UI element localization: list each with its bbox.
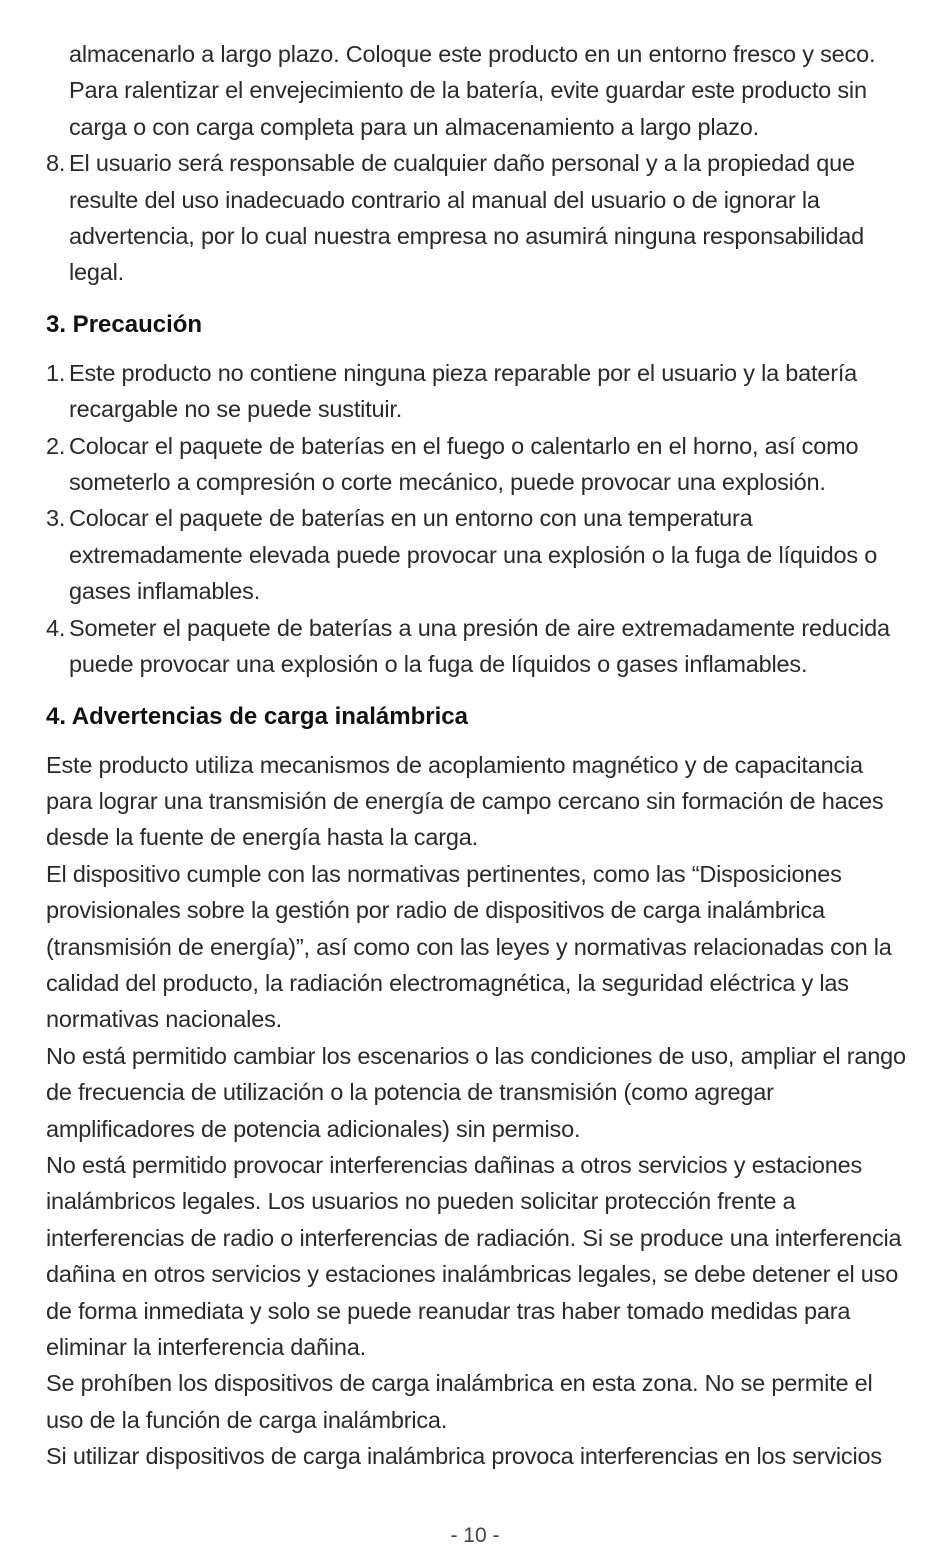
intro-continuation-text: almacenarlo a largo plazo. Coloque este producto en un entorno fresco y seco. Para ralentizar el envejecimiento de la batería, evite guardar este producto sin carga o con carga completa para un almacenamiento a largo plazo. <box>69 41 876 140</box>
list-item-text: Colocar el paquete de baterías en un entorno con una temperatura extremadamente elevada puede provocar una explosión o la fuga de líquidos o gases inflamables. <box>69 505 878 605</box>
list-item <box>46 500 906 609</box>
section-heading-precaucion: 3. Precaución <box>46 310 203 338</box>
list-item <box>46 428 906 501</box>
body-paragraph: No está permitido cambiar los escenarios o las condiciones de uso, ampliar el rango de frecuencia de utilización o la potencia de transmisión (como agregar amplificadores de potencia adicionales) sin permiso. <box>46 1042 906 1142</box>
list-item-text: Este producto no contiene ninguna pieza reparable por el usuario y la batería recargable no se puede sustituir. <box>69 359 858 423</box>
list-item-text: Someter el paquete de baterías a una presión de aire extremadamente reducida puede provocar una explosión o la fuga de líquidos o gases inflamables. <box>69 614 890 678</box>
section-heading-carga-inalambrica: 4. Advertencias de carga inalámbrica <box>46 702 468 730</box>
list-item <box>46 355 906 428</box>
body-paragraph: Este producto utiliza mecanismos de acoplamiento magnético y de capacitancia para lograr una transmisión de energía de campo cercano sin formación de haces desde la fuente de energía hasta la carga. <box>46 751 884 851</box>
list-number: 1. <box>46 359 66 386</box>
list-number: 4. <box>46 614 66 641</box>
document-page <box>46 36 906 1475</box>
list-number: 2. <box>46 432 66 459</box>
list-number: 3. <box>46 505 66 532</box>
list-item <box>46 610 906 683</box>
list-item-text: Colocar el paquete de baterías en el fuego o calentarlo en el horno, así como someterlo a compresión o corte mecánico, puede provocar una explosión. <box>69 432 859 496</box>
body-paragraph: Se prohíben los dispositivos de carga inalámbrica en esta zona. No se permite el uso de la función de carga inalámbrica. <box>46 1370 873 1433</box>
list-number: 8. <box>46 150 66 177</box>
body-paragraph: No está permitido provocar interferencias dañinas a otros servicios y estaciones inalámbricos legales. Los usuarios no pueden solicitar protección frente a interferencias de radio o interferencias de radiación. Si se produce una interferencia dañina en otros servicios y estaciones inalámbricas legales, se debe detener el uso de forma inmediata y solo se puede reanudar tras haber tomado medidas para eliminar la interferencia dañina. <box>46 1151 902 1360</box>
page-number: - 10 - <box>450 1524 500 1547</box>
list-item-8 <box>46 145 906 291</box>
list-item-text: El usuario será responsable de cualquier daño personal y a la propiedad que resulte del uso inadecuado contrario al manual del usuario o de ignorar la advertencia, por lo cual nuestra empresa no asumirá ninguna responsabilidad legal. <box>69 150 864 286</box>
body-paragraph: El dispositivo cumple con las normativas pertinentes, como las “Disposiciones provisionales sobre la gestión por radio de dispositivos de carga inalámbrica (transmisión de energía)”, así como con las leyes y normativas relacionadas con la calidad del producto, la radiación electromagnética, la seguridad eléctrica y las normativas nacionales. <box>46 860 892 1033</box>
body-paragraph: Si utilizar dispositivos de carga inalámbrica provoca interferencias en los servicios <box>46 1443 882 1470</box>
